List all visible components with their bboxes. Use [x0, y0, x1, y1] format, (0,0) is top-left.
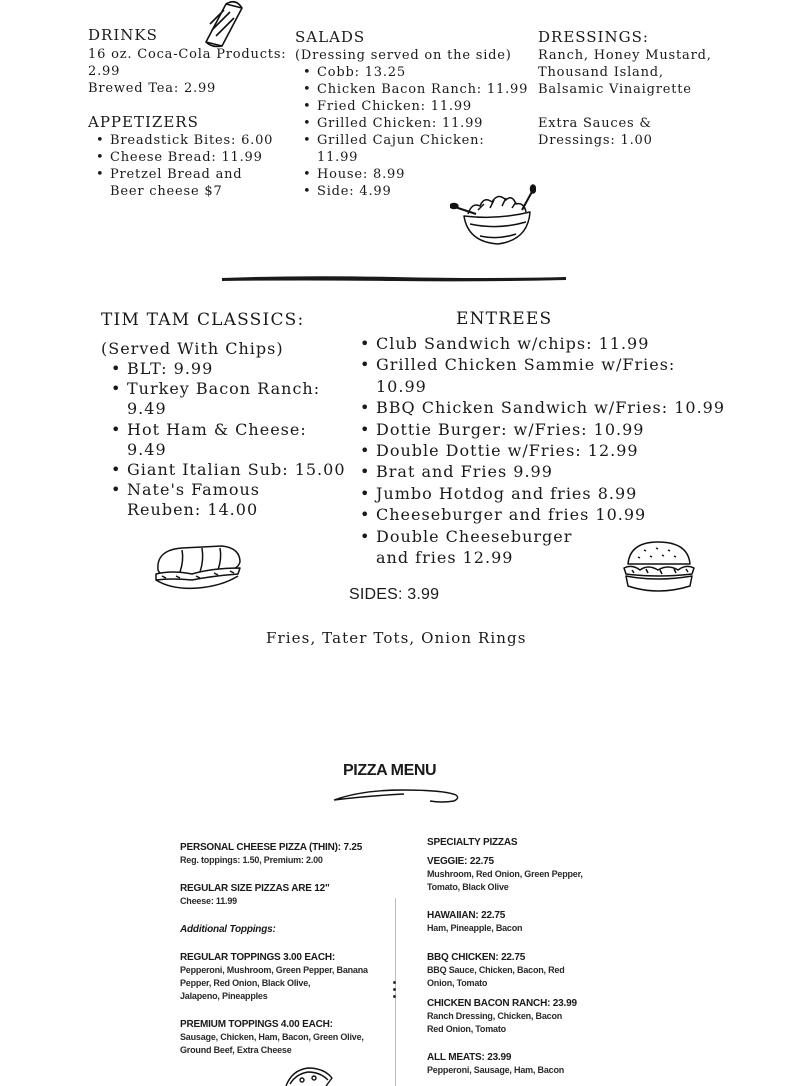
salad-item: • Grilled Cajun Chicken: 11.99: [295, 132, 530, 166]
entree-item: • Grilled Chicken Sammie w/Fries: 10.99: [350, 354, 730, 397]
specialty-desc: Tomato, Black Olive: [427, 882, 509, 892]
burger-icon: [622, 540, 696, 596]
drinks-title: DRINKS: [88, 26, 158, 44]
specialty-name: HAWAIIAN: 22.75: [427, 910, 506, 921]
salad-item: • Grilled Chicken: 11.99: [295, 115, 530, 132]
classics-item: • Giant Italian Sub: 15.00: [101, 460, 351, 480]
extra-sauces-line: Extra Sauces &: [538, 116, 652, 131]
regular-toppings-line: Pepper, Red Onion, Black Olive,: [180, 978, 311, 988]
drinks-line: 2.99: [88, 64, 121, 79]
regular-toppings-line: Jalapeno, Pineapples: [180, 991, 268, 1001]
dressings-line: Balsamic Vinaigrette: [538, 82, 692, 97]
sides-items: Fries, Tater Tots, Onion Rings: [266, 629, 527, 647]
entree-item: • Dottie Burger: w/Fries: 10.99: [350, 419, 730, 440]
personal-pizza-title: PERSONAL CHEESE PIZZA (THIN): 7.25: [180, 842, 363, 853]
specialty-name: BBQ CHICKEN: 22.75: [427, 952, 526, 963]
specialty-desc: Red Onion, Tomato: [427, 1024, 506, 1034]
classics-section: [101, 310, 351, 521]
specialty-title: SPECIALTY PIZZAS: [427, 837, 518, 848]
salad-bowl-icon: [450, 184, 536, 248]
specialty-name: CHICKEN BACON RANCH: 23.99: [427, 998, 577, 1009]
extra-sauces-line: Dressings: 1.00: [538, 133, 653, 148]
specialty-desc: BBQ Sauce, Chicken, Bacon, Red: [427, 965, 565, 975]
appetizer-item: • Cheese Bread: 11.99: [88, 149, 288, 166]
salad-item: • Chicken Bacon Ranch: 11.99: [295, 81, 530, 98]
pizza-slice-icon: [282, 1066, 334, 1086]
salads-title: SALADS: [295, 28, 366, 46]
salad-item: • Side: 4.99: [295, 183, 530, 200]
premium-toppings-title: PREMIUM TOPPINGS 4.00 EACH:: [180, 1019, 333, 1030]
pizza-left-column: [180, 841, 390, 1057]
specialty-desc: Pepperoni, Sausage, Ham, Bacon: [427, 1065, 565, 1075]
entrees-list: [350, 333, 730, 568]
drinks-line: Brewed Tea: 2.99: [88, 81, 217, 96]
appetizers-section: [88, 114, 288, 200]
dressings-line: Thousand Island,: [538, 65, 664, 80]
premium-toppings-line: Sausage, Chicken, Ham, Bacon, Green Olive,: [180, 1032, 364, 1042]
specialty-name: VEGGIE: 22.75: [427, 856, 494, 867]
entree-item: • Club Sandwich w/chips: 11.99: [350, 333, 730, 354]
entrees-title: ENTREES: [456, 309, 553, 329]
entree-item: • BBQ Chicken Sandwich w/Fries: 10.99: [350, 397, 730, 418]
dressings-section: [538, 29, 738, 149]
classics-item: • BLT: 9.99: [101, 359, 351, 379]
classics-item: • Nate's Famous Reuben: 14.00: [101, 480, 332, 520]
classics-item: • Hot Ham & Cheese: 9.49: [101, 420, 351, 460]
regular-toppings-title: REGULAR TOPPINGS 3.00 EACH:: [180, 952, 336, 963]
pizza-right-column: [427, 836, 627, 1077]
appetizers-title: APPETIZERS: [88, 113, 199, 131]
specialty-desc: Ham, Pineapple, Bacon: [427, 923, 523, 933]
vertical-dots-icon: [393, 981, 397, 1003]
appetizer-item: • Pretzel Bread and Beer cheese $7: [88, 166, 280, 200]
salads-note: (Dressing served on the side): [295, 48, 512, 63]
appetizer-item: • Breadstick Bites: 6.00: [88, 132, 288, 149]
personal-pizza-sub: Reg. toppings: 1.50, Premium: 2.00: [180, 855, 323, 865]
specialty-desc: Mushroom, Red Onion, Green Pepper,: [427, 869, 583, 879]
sides-title: SIDES: 3.99: [349, 586, 440, 603]
classics-note: (Served With Chips): [101, 339, 284, 358]
classics-title: TIM TAM CLASSICS:: [101, 310, 305, 330]
classics-item: • Turkey Bacon Ranch: 9.49: [101, 379, 351, 419]
salads-section: [295, 29, 530, 200]
salad-item: • House: 8.99: [295, 166, 530, 183]
dressings-title: DRESSINGS:: [538, 28, 649, 46]
pizza-title-swoosh: [332, 786, 462, 806]
specialty-desc: Onion, Tomato: [427, 978, 488, 988]
salad-item: • Cobb: 13.25: [295, 64, 530, 81]
salad-item: • Fried Chicken: 11.99: [295, 98, 530, 115]
entree-item: • Jumbo Hotdog and fries 8.99: [350, 483, 730, 504]
additional-toppings-label: Additional Toppings:: [180, 924, 276, 935]
entree-item: • Brat and Fries 9.99: [350, 461, 730, 482]
regular-toppings-line: Pepperoni, Mushroom, Green Pepper, Banana: [180, 965, 368, 975]
drinks-line: 16 oz. Coca-Cola Products:: [88, 47, 287, 62]
entree-item: • Cheeseburger and fries 10.99: [350, 504, 730, 525]
entree-item: • Double Dottie w/Fries: 12.99: [350, 440, 730, 461]
divider-line: [220, 272, 568, 284]
regular-size-title: REGULAR SIZE PIZZAS ARE 12": [180, 883, 330, 894]
sub-sandwich-icon: [152, 540, 244, 592]
entree-item: • Double Cheeseburger and fries 12.99: [350, 526, 576, 569]
pizza-menu-title: PIZZA MENU: [343, 762, 437, 779]
drinks-section: [88, 27, 288, 97]
regular-size-sub: Cheese: 11.99: [180, 896, 237, 906]
specialty-desc: Ranch Dressing, Chicken, Bacon: [427, 1011, 563, 1021]
dressings-line: Ranch, Honey Mustard,: [538, 48, 712, 63]
specialty-name: ALL MEATS: 23.99: [427, 1052, 512, 1063]
premium-toppings-line: Ground Beef, Extra Cheese: [180, 1045, 292, 1055]
